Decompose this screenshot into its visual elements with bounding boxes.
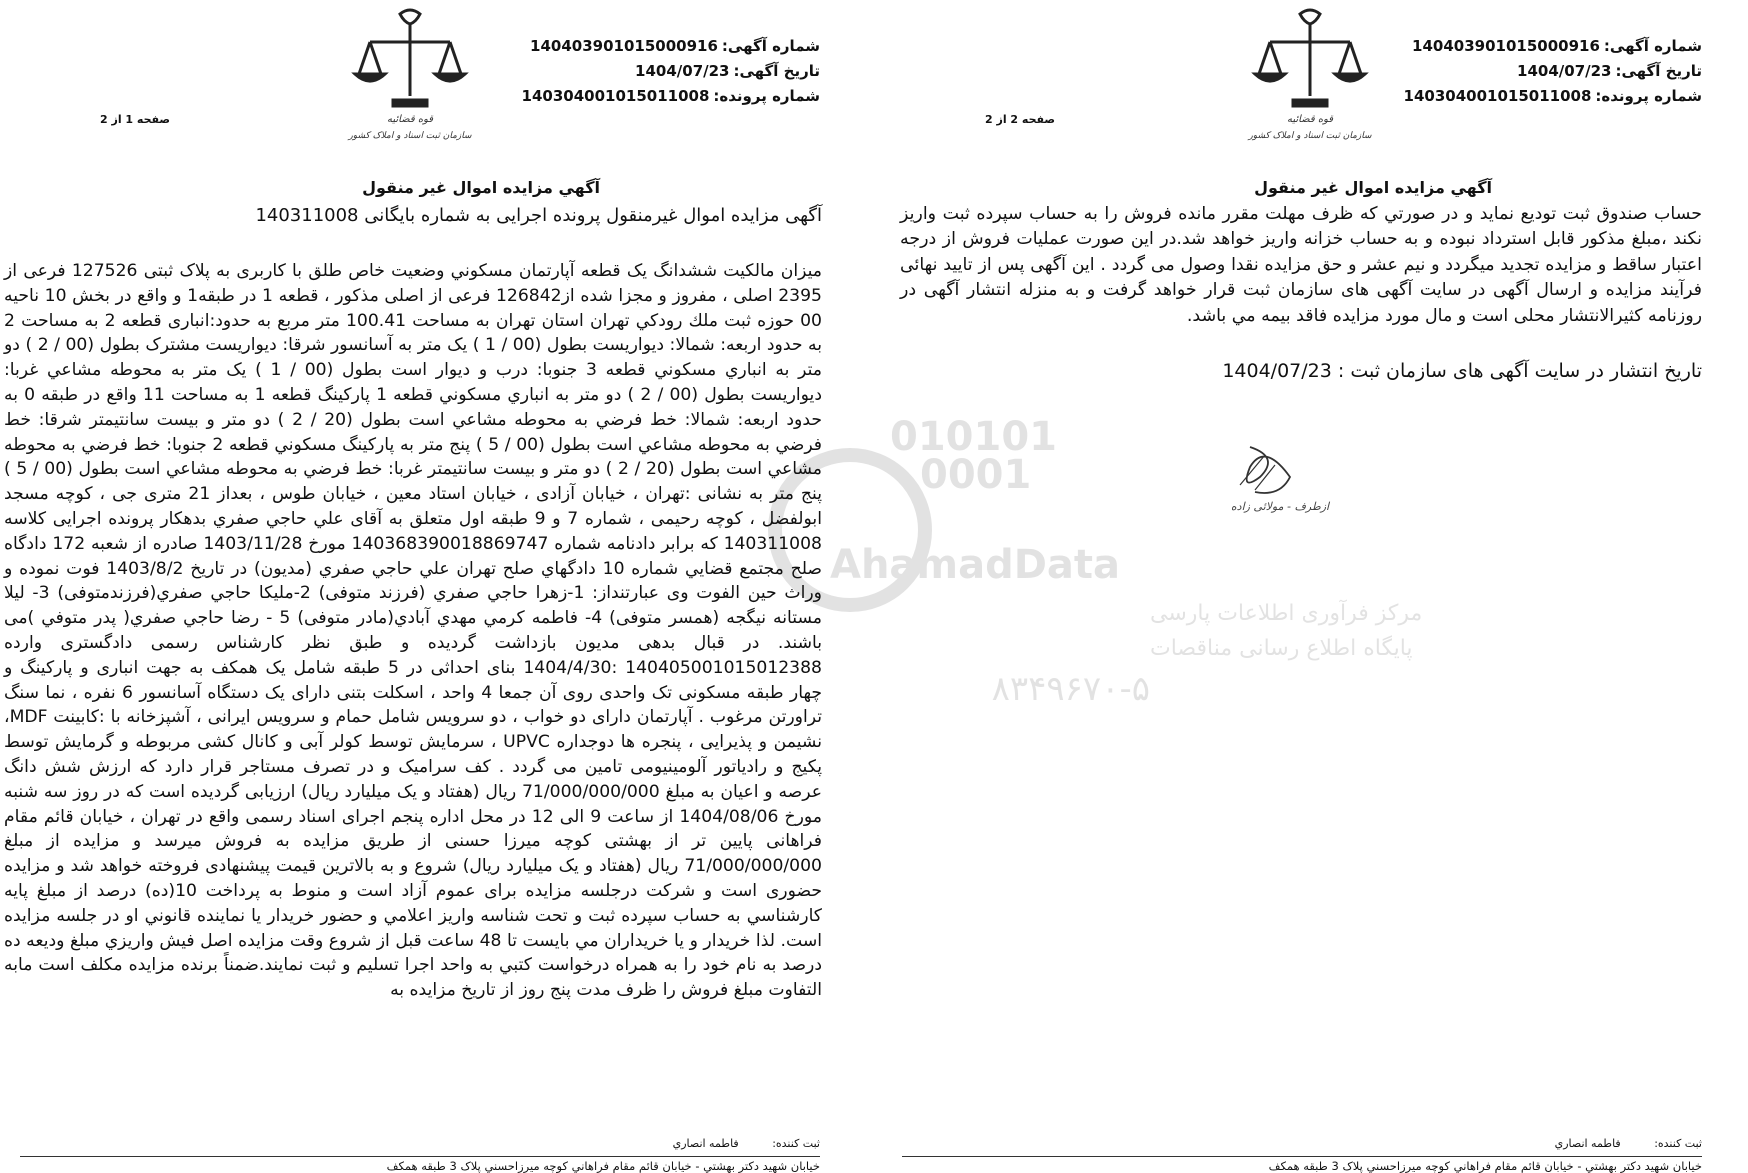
emblem-caption-bottom: سازمان ثبت اسناد و املاک کشور: [1248, 131, 1372, 141]
footer-divider: [20, 1156, 820, 1157]
signature-caption: ازطرف - مولائی زاده: [1230, 500, 1330, 513]
registrar: [673, 1137, 820, 1150]
case-number-row: [1404, 84, 1702, 109]
publish-date: 1404/07/23: [1222, 360, 1332, 382]
scales-of-justice-icon: [345, 4, 475, 144]
auction-body-text: حساب صندوق ثبت تودیع نماید و در صورتي كه ظرف مهلت مقرر مانده فروش را به حساب سپرده ثبت واریز نكند ،مبلغ مذكور قابل استرداد نبوده و به حساب خزانه واریز خواهد شد.در این صورت عملیات فروش از درجه اعتبار ساقط و مزایده تجدید میگردد و نیم عشر و حق مزایده نقدا وصول می گردد . این آگهی پس از تایید نهائی فرآیند مزایده و ارسال آگهی در سایت آگهی های سازمان ثبت قرار خواهد گرفت و به منزله انتشار آگهی در روزنامه کثیرالانتشار محلی است و مال مورد مزايده فاقد بيمه مي باشد.: [900, 204, 1702, 326]
publish-label: تاریخ انتشار در سایت آگهی های سازمان ثبت :: [1337, 360, 1702, 382]
ad-number-label: شماره آگهی:: [721, 37, 820, 55]
footer-address: خیابان شهید دکتر بهشتي - خیابان قائم مقام فراهاني کوچه میرزاحسني پلاک 3 طبقه همکف: [386, 1159, 820, 1173]
emblem-caption-bottom: سازمان ثبت اسناد و املاک کشور: [348, 131, 472, 141]
ad-number: 140403901015000916: [1412, 37, 1600, 55]
ad-date: 1404/07/23: [635, 62, 730, 80]
ad-meta: [522, 34, 820, 109]
page-one: [0, 0, 840, 1172]
page-title: آگهي مزايده اموال غير منقول: [362, 178, 600, 197]
footer-address: خیابان شهید دکتر بهشتي - خیابان قائم مقام فراهاني کوچه میرزاحسني پلاک 3 طبقه همکف: [1268, 1159, 1702, 1173]
scales-of-justice-icon: [1245, 4, 1375, 144]
ad-date-label: تاریخ آگهی:: [1615, 62, 1702, 80]
registrar-label: ثبت کننده:: [1654, 1137, 1702, 1150]
ad-number-label: شماره آگهی:: [1603, 37, 1702, 55]
page-indicator: صفحه 2 از 2: [985, 113, 1056, 126]
ad-meta: [1404, 34, 1702, 109]
watermark-line-1: مرکز فرآوری اطلاعات پارسی: [1150, 601, 1423, 626]
emblem-caption-top: قوه قضائیه: [386, 114, 434, 125]
registrar-label: ثبت کننده:: [772, 1137, 820, 1150]
judiciary-emblem: [1245, 4, 1375, 144]
case-number-row: [522, 84, 820, 109]
watermark-digits-2: 0001: [920, 452, 1032, 498]
emblem-caption-top: قوه قضائیه: [1286, 114, 1334, 125]
case-number: 140304001015011008: [1403, 87, 1592, 105]
footer-divider: [902, 1156, 1702, 1157]
ad-number-row: [522, 34, 820, 59]
page-two: [900, 0, 1712, 1172]
publish-date-line: [1222, 360, 1702, 382]
signature-scribble-icon: [1210, 435, 1340, 525]
case-number-label: شماره پرونده:: [713, 87, 820, 105]
registrar-name: فاطمه انصاري: [1554, 1137, 1621, 1150]
signature: [1210, 435, 1340, 525]
watermark-digits-1: 010101: [890, 414, 1057, 460]
ad-number-row: [1404, 34, 1702, 59]
page-subtitle: آگهی مزایده اموال غیرمنقول پرونده اجرایی به شماره بایگانی 140311008: [255, 205, 822, 226]
ad-number: 140403901015000916: [530, 37, 718, 55]
case-number: 140304001015011008: [521, 87, 710, 105]
registrar-name: فاطمه انصاري: [672, 1137, 739, 1150]
case-number-label: شماره پرونده:: [1595, 87, 1702, 105]
auction-body-text: میزان مالکیت ششدانگ یک قطعه آپارتمان مسکوني وضعیت خاص طلق با کاربری به پلاک ثبتی 127526 فرعی از 2395 اصلی ، مفروز و مجزا شده از126842 فرعی از اصلی مذکور ، قطعه 1 در طبقه1 و واقع در بخش 10 ناحیه 00 حوزه ثبت ملك رودکي تهران استان تهران به مساحت 100.41 متر مربع به حدود:انباری قطعه 2 به مساحت 2 به حدود اربعه: شمالا: دیواریست بطول (00 / 1 ) یک متر به آسانسور شرقا: دیواریست مشترک بطول (00 / 2 ) دو متر به انباري مسكوني قطعه 3 جنوبا: درب و دیوار است بطول (00 / 1 ) یک متر به محوطه مشاعي غربا: دیواریست بطول (00 / 2 ) دو متر به انباري مسكوني قطعه 1 پارکینگ قطعه 1 به مساحت 11 واقع در طبقه 0 به حدود اربعه: شمالا: خط فرضي به محوطه مشاعي است بطول (20 / 2 ) دو متر و بیست سانتیمتر شرقا: خط فرضي به محوطه مشاعي است بطول (00 / 5 ) پنج متر به پارکینگ مسکوني قطعه 2 جنوبا: خط فرضي به محوطه مشاعي است بطول (20 / 2 ) دو متر و بیست سانتیمتر غربا: خط فرضي به محوطه مشاعي است بطول (00 / 5 ) پنج متر به نشانی :تهران ، خیابان آزادی ، خیابان استاد معین ، خیابان طوس ، بعداز 21 متری جی ، کوچه مسجد ابولفضل ، کوچه رحیمی ، شماره 7 و 9 طبقه اول متعلق به آقای علي حاجي صفري بدهكار پرونده اجرایی کلاسه 140311008 که برابر دادنامه شماره 140368390018869747 مورخ 1403/11/28 صادره از شعبه 172 دادگاه صلح مجتمع قضايي شماره 10 دادگهاي صلح تهران علي حاجي صفري (مديون) در تاریخ 1403/8/2 فوت نموده و وراث حین الفوت وی عبارتنداز: 1-زهرا حاجي صفري (فرزند متوفی) 2-ملیکا حاجي صفري(فرزندمتوفی) 3- لیلا مستانه نیگجه (همسر متوفی) 4- فاطمه كرمي مهدي آبادي(مادر متوفی) 5 - رضا حاجي صفري( پدر متوفي )می باشند. در قبال بدهی مدیون بازداشت گردیده و طبق نظر کارشناس رسمی دادگستری وارده 140405001015012388 :1404/4/30 بنای احداثی در 5 طبقه شامل یک همکف به جهت انباری و پارکینگ و چهار طبقه مسکونی تک واحدی روی آن جمعا 4 واحد ، اسکلت بتنی دارای یک دستگاه آسانسور 6 نفره ، نما سنگ تراورتن مرغوب . آپارتمان دارای دو خواب ، دو سرویس شامل حمام و سرویس ایرانی ، آشپزخانه با :کابینت MDF، نشیمن و پذیرایی ، پنجره ها دوجداره UPVC ، سرمایش توسط کولر آبی و کانال کشی مربوطه و گرمایش توسط پکیج و رادیاتور آلومینیومی تامین می گردد . کف سرامیک و در تصرف مستاجر قرار دارد که ارزش شش دانگ عرصه و اعیان به مبلغ 71/000/000/000 ریال (هفتاد و یک میلیارد ریال) ارزیابی گردیده است که در روز سه شنبه مورخ 1404/08/06 از ساعت 9 الی 12 در محل اداره پنجم اجرای اسناد رسمی واقع در تهران ، خیابان قائم مقام فراهانی پایین تر از بهشتی کوچه میرزا حسنی از طریق مزایده به فروش میرسد و مزایده از مبلغ 71/000/000/000 ریال (هفتاد و یک میلیارد ریال) شروع و به بالاترین قیمت پیشنهادی فروخته خواهد شد و مزایده حضوری است و شرکت درجلسه مزایده برای عموم آزاد است و منوط به پرداخت 10(ده) درصد از مبلغ پایه کارشناسي به حساب سپرده ثبت و تحت شناسه واریز اعلامي و حضور خریدار یا نماينده قانوني او در جلسه مزایده است. لذا خریدار و یا خریداران مي بایست تا 48 ساعت قبل از شروع وقت مزایده اصل فیش واریزي مبلغ ودیعه ده درصد به نام خود را به همراه درخواست کتبي به واحد اجرا تسلیم و ثبت نمایند.ضمناً برنده مزایده مكلف است مابه التفاوت مبلغ فروش را ظرف مدت پنج روز از تاریخ مزایده به: [4, 261, 823, 1001]
registrar: [1555, 1137, 1702, 1150]
page-indicator: صفحه 1 از 2: [100, 113, 171, 126]
page-title: آگهي مزايده اموال غير منقول: [1254, 178, 1492, 197]
ad-date-row: [522, 59, 820, 84]
watermark-line-2: پایگاه اطلاع رسانی مناقصات: [1150, 636, 1413, 661]
ad-date-row: [1404, 59, 1702, 84]
ad-date: 1404/07/23: [1517, 62, 1612, 80]
judiciary-emblem: [345, 4, 475, 144]
watermark-phone: ۸۳۴۹۶۷۰-۵: [991, 669, 1150, 709]
ad-date-label: تاریخ آگهی:: [733, 62, 820, 80]
watermark-brand: AhamadData: [830, 542, 1121, 588]
